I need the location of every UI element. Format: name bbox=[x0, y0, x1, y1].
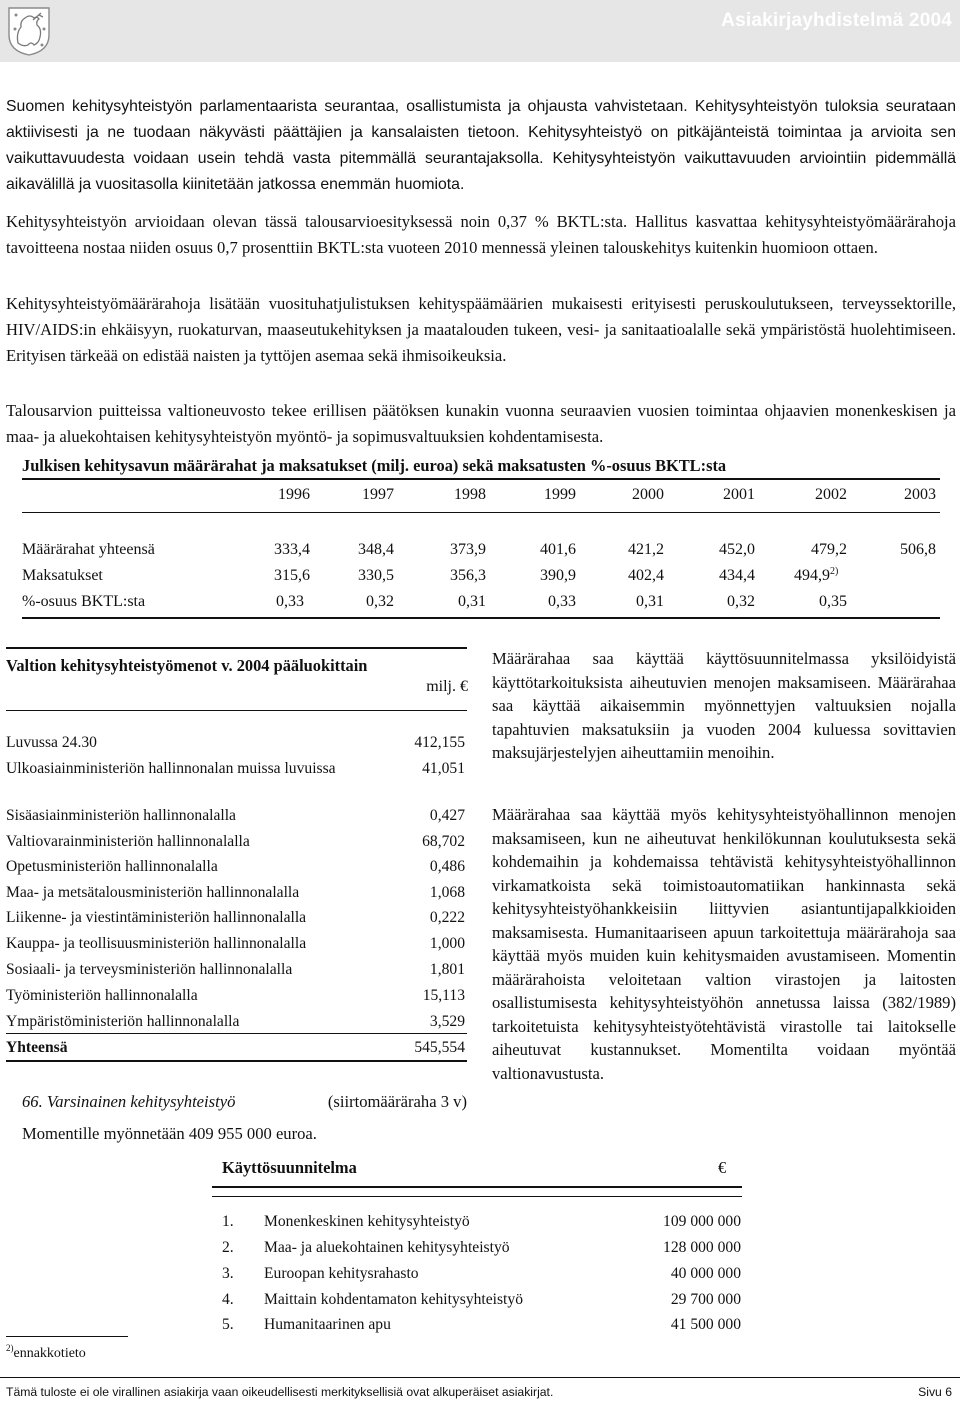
table1-year: 2002 bbox=[815, 486, 847, 503]
usage-plan-item-label: Euroopan kehitysrahasto bbox=[264, 1265, 419, 1282]
table1-rule-bottom bbox=[22, 617, 940, 619]
table2-rule-header bbox=[6, 710, 467, 711]
moment-title: Varsinainen kehitysyhteistyö bbox=[46, 1092, 236, 1111]
footnote bbox=[6, 1343, 86, 1362]
table1-year: 1998 bbox=[454, 486, 486, 503]
usage-plan-item-number: 4. bbox=[222, 1291, 234, 1308]
usage-plan-item-value: 128 000 000 bbox=[663, 1239, 741, 1256]
paragraph-intro: Suomen kehitysyhteistyön parlamentaarista seurantaa, osallistumista ja ohjausta vahvistetaan. Kehitysyhteistyön tuloksia seurataan aktiivisesti ja ne tuodaan näkyvästi päättäjien ja kansalaisten tietoon. Kehitysyhteistyö on pitkäjänteistä toimintaa ja arvioita sen vaikuttavuudesta voidaan usein tehdä vasta pitemmällä seurantajaksolla. Kehitysyhteistyön vaikuttavuuden arviointiin pidemmällä aikavälillä ja vuositasolla kiinitetään jatkossa enemmän huomiota. bbox=[6, 98, 956, 193]
footnote-text: ennakkotieto bbox=[13, 1346, 86, 1361]
usage-plan-item-number: 3. bbox=[222, 1265, 234, 1282]
table1-cell: 0,33 bbox=[548, 593, 576, 610]
table2-row-value: 68,702 bbox=[422, 833, 465, 850]
table2-row-label: Valtiovarainministeriön hallinnonalalla bbox=[6, 833, 250, 850]
table-row bbox=[6, 883, 467, 903]
table-row bbox=[6, 806, 467, 826]
table-row bbox=[6, 908, 467, 928]
table1-year: 2000 bbox=[632, 486, 664, 503]
table2-row-label: Sisäasiainministeriön hallinnonalalla bbox=[6, 807, 236, 824]
table2-row-value: 1,801 bbox=[429, 961, 465, 978]
usage-plan-item-value: 109 000 000 bbox=[663, 1213, 741, 1230]
table1-row-label: Määrärahat yhteensä bbox=[22, 541, 155, 558]
table2-row-value: 0,486 bbox=[429, 858, 465, 875]
table1-year: 1997 bbox=[362, 486, 394, 503]
footer-disclaimer: Tämä tuloste ei ole virallinen asiakirja vaan oikeudellisesti merkityksellisiä ovat alkuperäiset asiakirjat. bbox=[6, 1385, 554, 1399]
table2-title: Valtion kehitysyhteistyömenot v. 2004 pääluokittain bbox=[6, 656, 368, 675]
table-row bbox=[6, 986, 467, 1006]
table1-cell: 0,32 bbox=[366, 593, 394, 610]
footnote-mark: 2) bbox=[6, 1343, 14, 1353]
table-row bbox=[6, 934, 467, 954]
table2-total-label: Yhteensä bbox=[6, 1039, 68, 1056]
table1-cell: 0,33 bbox=[276, 593, 304, 610]
table1-row-label: Maksatukset bbox=[22, 567, 103, 584]
table1-cell: 315,6 bbox=[274, 567, 310, 584]
usage-plan-item-label: Maittain kohdentamaton kehitysyhteistyö bbox=[264, 1291, 523, 1308]
table2-row-value: 41,051 bbox=[422, 760, 465, 777]
table2-row-value: 0,427 bbox=[429, 807, 465, 824]
table1-cell: 0,31 bbox=[458, 593, 486, 610]
table2-total-value: 545,554 bbox=[414, 1039, 465, 1056]
table2-unit: milj. € bbox=[426, 678, 468, 695]
table-row bbox=[6, 1012, 467, 1032]
table1-cell: 356,3 bbox=[450, 567, 486, 584]
table1-cell: 506,8 bbox=[900, 541, 936, 558]
table1-cell: 390,9 bbox=[540, 567, 576, 584]
table2-rule-total bbox=[6, 1033, 467, 1034]
moment-type: (siirtomääräraha 3 v) bbox=[327, 1092, 467, 1111]
table2-row-value: 1,068 bbox=[429, 884, 465, 901]
usage-plan-item-number: 2. bbox=[222, 1239, 234, 1256]
table-row bbox=[6, 832, 467, 852]
table2-row-label: Liikenne- ja viestintäministeriön hallinnonalalla bbox=[6, 909, 307, 926]
table-row bbox=[6, 733, 467, 753]
finnish-lion-crest-icon bbox=[6, 5, 52, 57]
table1-cell: 0,32 bbox=[727, 593, 755, 610]
paragraph-usage: Määrärahaa saa käyttää käyttösuunnitelmassa yksilöidyistä käyttötarkoituksista aiheutuvien menojen maksamiseen. Määrärahaa saa käyttää aikaisemmin myönnettyjen valtuuksien nojalla tapahtuvien maksatuksiin ja vuoden 2004 kuluessa sovittavien maksujärjestelyjen aiheuttamiin menoihin. bbox=[492, 649, 956, 762]
table1-cell: 452,0 bbox=[719, 541, 755, 558]
table1-year: 1999 bbox=[544, 486, 576, 503]
table2-row-value: 0,222 bbox=[429, 909, 465, 926]
usage-plan-item-label: Maa- ja aluekohtainen kehitysyhteistyö bbox=[264, 1239, 510, 1256]
table1-rule-top bbox=[22, 478, 940, 480]
table1-cell: 373,9 bbox=[450, 541, 486, 558]
table2-row-value: 15,113 bbox=[422, 987, 465, 1004]
table1-cell: 330,5 bbox=[358, 567, 394, 584]
table1-cell: 434,4 bbox=[719, 567, 755, 584]
table1-year: 2001 bbox=[723, 486, 755, 503]
table2-rule-top bbox=[6, 647, 467, 649]
table1-cell: 0,31 bbox=[636, 593, 664, 610]
table2-row-label: Maa- ja metsätalousministeriön hallinnonalalla bbox=[6, 884, 300, 901]
usage-plan-item-label: Humanitaarinen apu bbox=[264, 1316, 391, 1333]
table1-year: 1996 bbox=[278, 486, 310, 503]
table2-row-value: 1,000 bbox=[429, 935, 465, 952]
table2-row-label: Työministeriön hallinnonalalla bbox=[6, 987, 198, 1004]
usage-plan-item-value: 40 000 000 bbox=[670, 1265, 741, 1282]
table1-year: 2003 bbox=[904, 486, 936, 503]
table1-cell: 421,2 bbox=[628, 541, 664, 558]
table1-cell: 494,9 bbox=[794, 567, 830, 584]
moment-number: 66. bbox=[22, 1092, 43, 1111]
table2-row-value: 412,155 bbox=[414, 734, 465, 751]
table-row bbox=[6, 960, 467, 980]
table2-row-label: Sosiaali- ja terveysministeriön hallinnonalalla bbox=[6, 961, 293, 978]
footnote-marker: 2) bbox=[830, 566, 839, 577]
table2-total-row bbox=[6, 1038, 467, 1058]
table-row bbox=[6, 857, 467, 877]
table1-cell: 0,35 bbox=[819, 593, 847, 610]
usage-plan-title: Käyttösuunnitelma bbox=[222, 1158, 357, 1177]
footnote-rule bbox=[6, 1336, 128, 1337]
usage-plan-currency: € bbox=[718, 1158, 727, 1177]
footer-rule bbox=[0, 1377, 960, 1378]
usage-plan-item-number: 1. bbox=[222, 1213, 234, 1230]
table2-row-label: Ulkoasiainministeriön hallinnonalan muissa luvuissa bbox=[6, 760, 336, 777]
paragraph-authorizations: Talousarvion puitteissa valtioneuvosto tekee erillisen päätöksen kunakin vuonna seuraavien vuosien toimintaa ohjaavien monenkeskisen ja maa- ja aluekohtaisen kehitysyhteistyön myöntö- ja sopimusvaltuuksien kohdentamisesta. bbox=[6, 401, 956, 446]
table1-cell: 401,6 bbox=[540, 541, 576, 558]
usage-plan-item-label: Monenkeskinen kehitysyhteistyö bbox=[264, 1213, 470, 1230]
table1-cell: 402,4 bbox=[628, 567, 664, 584]
table1-cell: 479,2 bbox=[811, 541, 847, 558]
table2-row-label: Ympäristöministeriön hallinnonalalla bbox=[6, 1013, 240, 1030]
document-title: Asiakirjayhdistelmä 2004 bbox=[721, 10, 952, 31]
table1-cell: 333,4 bbox=[274, 541, 310, 558]
usage-plan-item-value: 29 700 000 bbox=[670, 1291, 741, 1308]
usage-plan-rule-header bbox=[212, 1196, 742, 1197]
table1-cell: 348,4 bbox=[358, 541, 394, 558]
usage-plan-item-value: 41 500 000 bbox=[670, 1316, 741, 1333]
table1-title: Julkisen kehitysavun määrärahat ja maksatukset (milj. euroa) sekä maksatusten %-osuus BKTL:sta bbox=[22, 456, 727, 475]
table2-row-label: Opetusministeriön hallinnonalalla bbox=[6, 858, 218, 875]
usage-plan-item-number: 5. bbox=[222, 1316, 234, 1333]
moment-appropriation: Momentille myönnetään 409 955 000 euroa. bbox=[22, 1124, 317, 1143]
table2-row-label: Kauppa- ja teollisuusministeriön hallinnonalalla bbox=[6, 935, 307, 952]
moment-heading bbox=[22, 1092, 467, 1112]
table1-rule-header bbox=[22, 512, 940, 513]
paragraph-priorities: Kehitysyhteistyömäärärahoja lisätään vuosituhatjulistuksen kehityspäämäärien mukaisesti erityisesti peruskoulutukseen, terveyssektorille, HIV/AIDS:in ehkäisyyn, ruokaturvan, maaseutukehityksen ja maatalouden tukeen, vesi- ja sanitaatioalalle sekä ympäristöstä huolehtimiseen. Erityisen tärkeää on edistää naisten ja tyttöjen asemaa sekä ihmisoikeuksia. bbox=[6, 294, 956, 365]
table2-row-label: Luvussa 24.30 bbox=[6, 734, 97, 751]
table-row bbox=[6, 759, 467, 779]
usage-plan-rule-top bbox=[212, 1186, 742, 1188]
table2-row-value: 3,529 bbox=[429, 1013, 465, 1030]
page-number: Sivu 6 bbox=[918, 1385, 952, 1399]
table1-row-label: %-osuus BKTL:sta bbox=[22, 593, 146, 610]
table1-cell-with-note bbox=[794, 567, 838, 585]
paragraph-admin-costs: Määrärahaa saa käyttää myös kehitysyhteistyöhallinnon menojen maksamiseen, kun ne aiheutuvat henkilökunnan koulutuksesta sekä kohdemaihin ja kohdemaissa tehtävistä kehitysyhteistyöhallinnon virkamatkoista sekä toimistoautomatiikan hankinnasta sekä kehitysyhteistyöhankkeisiin liittyvien asiantuntijapalkkioiden maksamisesta. Humanitaariseen apuun tarkoitettuja määrärahoja saa käyttää myös muiden kuin kehitysmaiden avustamiseen. Momentin määrärahoista veloitetaan valtion virastojen ja laitosten osallistumisesta kehitysyhteistyöhön annetussa laissa (382/1989) tarkoitetuista kehitysyhteistyötehtävistä virastolle tai laitokselle aiheutuvat kustannukset. Momentilta voidaan myöntää valtionavustusta. bbox=[492, 805, 956, 1083]
table2-rule-bottom bbox=[6, 1060, 467, 1062]
paragraph-bktl: Kehitysyhteistyön arvioidaan olevan tässä talousarvioesityksessä noin 0,37 % BKTL:sta. Hallitus kasvattaa kehitysyhteistyömäärärahoja tavoitteena nostaa niiden osuus 0,7 prosenttiin BKTL:sta vuoteen 2010 mennessä yleinen talouskehitys kuitenkin huomioon ottaen. bbox=[6, 212, 956, 257]
